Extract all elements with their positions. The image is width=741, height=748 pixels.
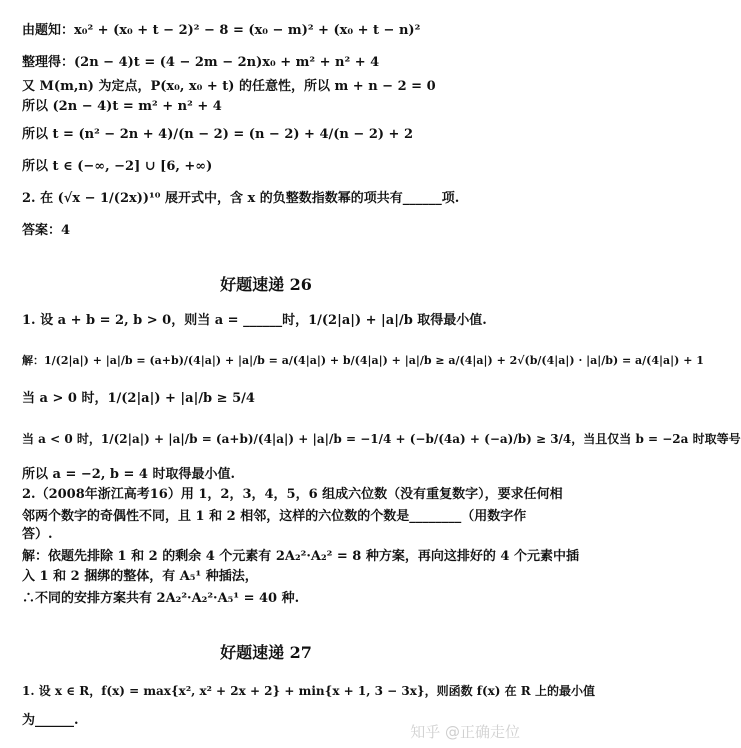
solution-26-1-line-3: 当 a < 0 时，1/(2|a|) + |a|/b = (a+b)/(4|a|) + |a|/b = −1/4 + (−b/(4a) + (−a)/b) ≥ 3/4，当且仅当 b = −2a 时取等号 <box>22 432 741 446</box>
solution-line-5: 所以 t = (n² − 2n + 4)/(n − 2) = (n − 2) + 4/(n − 2) + 2 <box>22 127 414 142</box>
solution-26-1-line-1: 解：1/(2|a|) + |a|/b = (a+b)/(4|a|) + |a|/b = a/(4|a|) + b/(4|a|) + |a|/b ≥ a/(4|a|) + 2√(b/(4|a|) · |a|/b) = a/(4|a|) + 1 <box>22 354 704 367</box>
zhihu-watermark: 知乎 @正确走位 <box>410 723 520 741</box>
solution-26-1-line-2: 当 a > 0 时，1/(2|a|) + |a|/b ≥ 5/4 <box>22 391 255 406</box>
problem-26-2-line-2: 邻两个数字的奇偶性不同，且 1 和 2 相邻，这样的六位数的个数是________（用数字作 <box>22 509 527 524</box>
problem-26-2-line-3: 答）. <box>22 527 53 542</box>
solution-line-2: 整理得：(2n − 4)t = (4 − 2m − 2n)x₀ + m² + n² + 4 <box>22 55 380 70</box>
problem-2-statement: 2. 在 (√x − 1/(2x))¹⁰ 展开式中，含 x 的负整数指数幂的项共有______项. <box>22 191 460 206</box>
problem-26-1-statement: 1. 设 a + b = 2, b > 0，则当 a = ______时，1/(2|a|) + |a|/b 取得最小值. <box>22 313 487 328</box>
section-heading-26: 好题速递 26 <box>220 275 312 294</box>
solution-line-6: 所以 t ∈ (−∞, −2] ∪ [6, +∞) <box>22 159 213 174</box>
solution-line-1: 由题知：x₀² + (x₀ + t − 2)² − 8 = (x₀ − m)² + (x₀ + t − n)² <box>22 23 421 38</box>
solution-26-2-line-3: ∴不同的安排方案共有 2A₂²·A₂²·A₅¹ = 40 种. <box>22 591 300 606</box>
answer-line: 答案：4 <box>22 223 71 238</box>
solution-26-2-line-2: 入 1 和 2 捆绑的整体，有 A₅¹ 种插法， <box>22 569 258 584</box>
problem-26-2-line-1: 2.（2008年浙江高考16）用 1，2，3，4，5，6 组成六位数（没有重复数字），要求任何相 <box>22 487 563 502</box>
solution-26-1-line-4: 所以 a = −2, b = 4 时取得最小值. <box>22 467 236 482</box>
problem-27-1-line-1: 1. 设 x ∈ R，f(x) = max{x², x² + 2x + 2} + min{x + 1, 3 − 3x}，则函数 f(x) 在 R 上的最小值 <box>22 684 595 698</box>
section-heading-27: 好题速递 27 <box>220 643 312 662</box>
solution-line-3: 又 M(m,n) 为定点，P(x₀, x₀ + t) 的任意性，所以 m + n − 2 = 0 <box>22 79 436 94</box>
problem-27-1-line-2: 为______. <box>22 713 79 728</box>
solution-line-4: 所以 (2n − 4)t = m² + n² + 4 <box>22 99 222 114</box>
solution-26-2-line-1: 解：依题先排除 1 和 2 的剩余 4 个元素有 2A₂²·A₂² = 8 种方案，再向这排好的 4 个元素中插 <box>22 549 579 564</box>
